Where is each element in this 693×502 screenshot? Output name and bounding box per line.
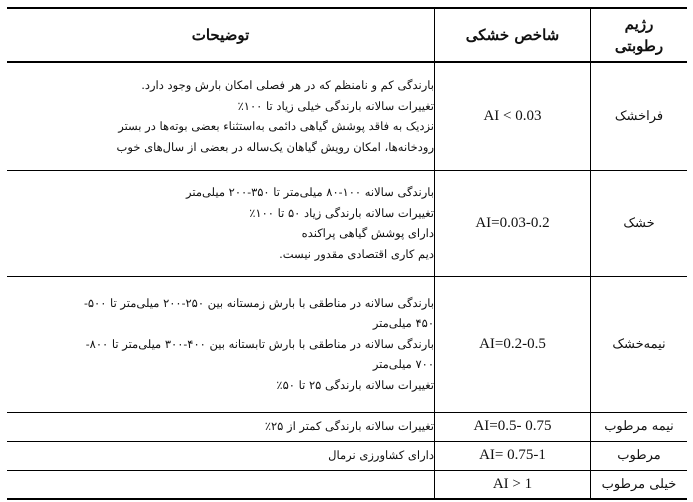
index-cell [435,62,591,170]
description-line: تغییرات سالانه بارندگی کمتر از ۲۵٪ [264,419,434,434]
description-cell [7,62,435,170]
description-line: بارندگی کم و نامنظم که در هر فصلی امکان بارش وجود دارد. [141,78,434,93]
index-value: AI=0.2-0.5 [479,335,546,352]
description-line: نزدیک به فاقد پوشش گیاهی دائمی به‌استثناء بعضی بوته‌ها در بستر [118,119,434,134]
index-cell [435,276,591,412]
description-cell [7,441,435,470]
regime-cell: مرطوب [591,441,688,470]
index-value: AI=0.03-0.2 [475,214,550,231]
description-line: بارندگی سالانه ۱۰۰-۸۰ میلی‌متر تا ۳۵۰-۲۰۰ میلی‌متر [186,185,434,199]
description-line: تغییرات سالانه بارندگی ۲۵ تا ۵۰٪ [276,377,434,392]
description-line: بارندگی سالانه در مناطقی با بارش زمستانه بین ۲۵۰-۲۰۰ میلی‌متر تا ۵۰۰- [83,295,434,310]
header-regime-line2: رطوبتی [614,37,664,55]
regime-cell: فراخشک [591,62,688,170]
header-regime-line1: رژیم [624,15,654,33]
table-row [7,170,687,276]
table-row [7,441,687,470]
regime-cell: نیمه مرطوب [591,412,688,441]
table-row [7,412,687,441]
description-cell [7,170,435,276]
description-line: بارندگی سالانه در مناطقی با بارش تابستانه بین ۴۰۰-۳۰۰ میلی‌متر تا ۸۰۰- [85,336,434,351]
description-line: رودخانه‌ها، امکان رویش گیاهان یک‌ساله در بعضی از سال‌های خوب [116,139,434,154]
table-row [7,276,687,412]
index-cell [435,170,591,276]
table-body [7,62,687,499]
index-cell [435,441,591,470]
description-line: تغییرات سالانه بارندگی خیلی زیاد تا ۱۰۰٪ [237,98,434,113]
index-value: AI= 0.75-1 [479,447,546,463]
regime-cell: خشک [591,170,688,276]
index-value: AI < 0.03 [483,107,542,124]
description-line: ۷۰۰ میلی‌متر [372,357,434,372]
description-line: دارای کشاورزی نرمال [328,448,434,463]
description-line: دیم کاری اقتصادی مقدور نیست. [279,246,434,261]
header-regime [591,8,688,62]
index-value: AI=0.5- 0.75 [473,418,552,434]
aridity-table [7,7,687,500]
description-line: تغییرات سالانه بارندگی زیاد ۵۰ تا ۱۰۰٪ [249,205,434,220]
description-line: ۴۵۰ میلی‌متر [372,316,434,331]
index-cell [435,412,591,441]
table-row [7,62,687,170]
table-row [7,470,687,499]
description-cell [7,412,435,441]
regime-cell: خیلی مرطوب [591,470,688,499]
table-header-row [7,8,687,62]
description-line: دارای پوشش گیاهی پراکنده [301,226,434,240]
description-cell [7,276,435,412]
regime-cell: نیمه‌خشک [591,276,688,412]
index-value: AI > 1 [492,475,533,492]
description-cell [7,470,435,499]
index-cell [435,470,591,499]
header-description: توضیحات [7,8,435,62]
header-index: شاخص خشکی [435,8,591,62]
